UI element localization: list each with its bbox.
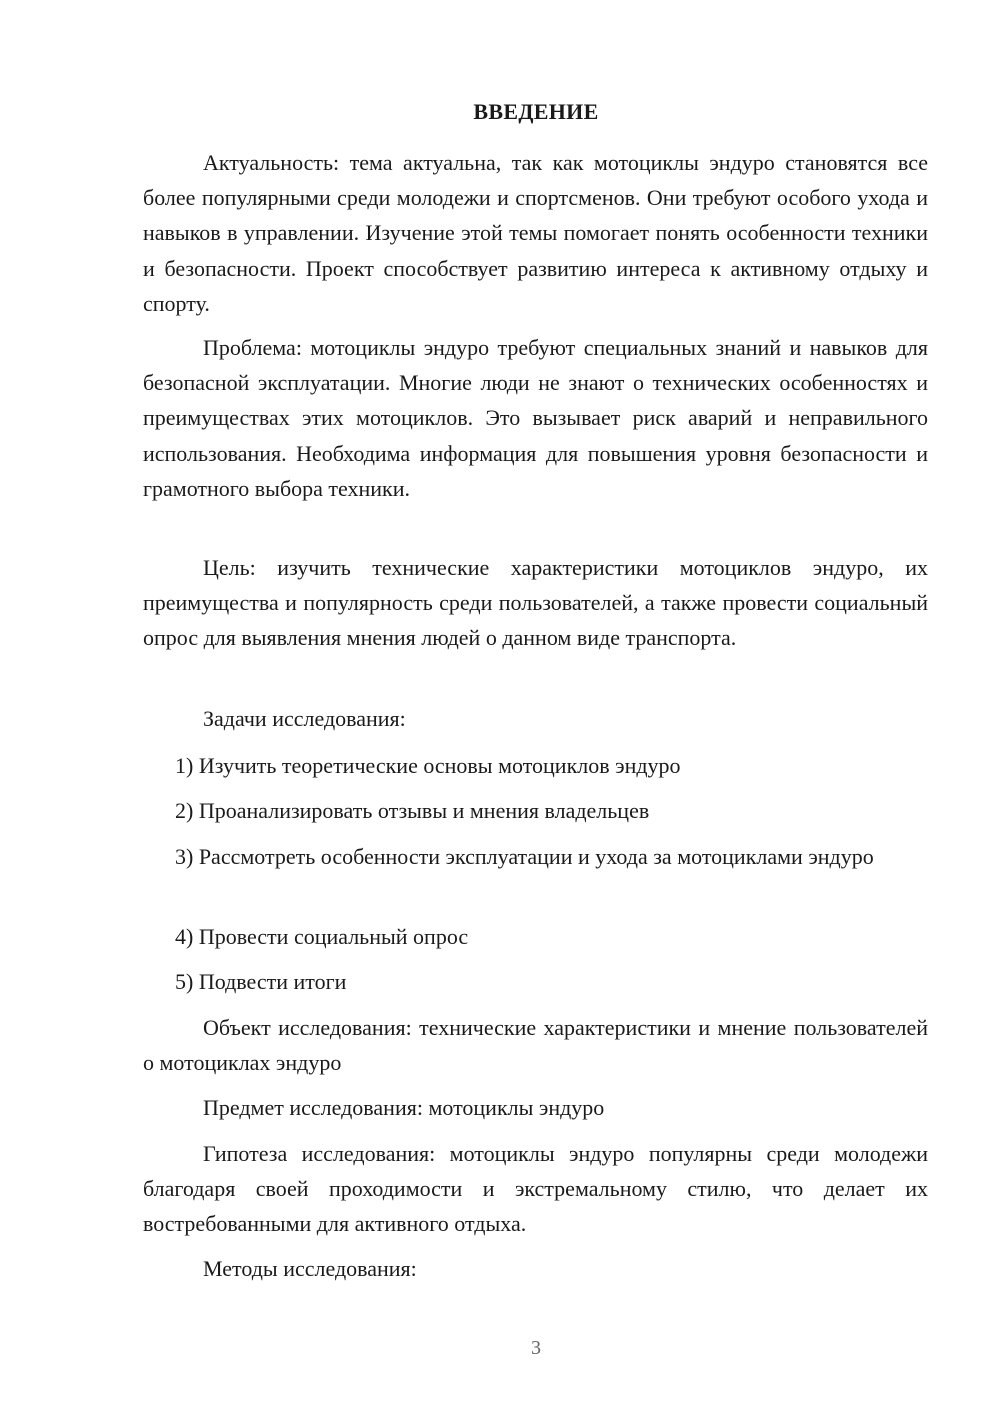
paragraph-goal: Цель: изучить технические характеристики мотоциклов эндуро, их преимущества и популярность среди пользователей, а также провести социальный опрос для выявления мнения людей о данном виде транспорта. xyxy=(143,555,928,651)
page-number: 3 xyxy=(531,1337,541,1359)
task-item-1: 1) Изучить теоретические основы мотоциклов эндуро xyxy=(175,753,681,778)
paragraph-hypothesis: Гипотеза исследования: мотоциклы эндуро популярны среди молодежи благодаря своей проходимости и экстремальному стилю, что делает их востребованными для активного отдыха. xyxy=(143,1141,928,1237)
paragraph-subject: Предмет исследования: мотоциклы эндуро xyxy=(203,1095,605,1120)
page-title: ВВЕДЕНИЕ xyxy=(473,99,599,124)
paragraph-object: Объект исследования: технические характеристики и мнение пользователей о мотоциклах эндуро xyxy=(143,1015,928,1076)
paragraph-relevance: Актуальность: тема актуальна, так как мотоциклы эндуро становятся все более популярными среди молодежи и спортсменов. Они требуют особого ухода и навыков в управлении. Изучение этой темы помогает понять особенности техники и безопасности. Проект способствует развитию интереса к активному отдыху и спорту. xyxy=(143,150,928,316)
task-item-5: 5) Подвести итоги xyxy=(175,969,347,994)
tasks-heading: Задачи исследования: xyxy=(203,706,406,731)
task-item-4: 4) Провести социальный опрос xyxy=(175,924,469,949)
paragraph-problem: Проблема: мотоциклы эндуро требуют специальных знаний и навыков для безопасной эксплуатации. Многие люди не знают о технических особенностях и преимуществах этих мотоциклов. Это вызывает риск аварий и неправильного использования. Необходима информация для повышения уровня безопасности и грамотного выбора техники. xyxy=(143,335,928,501)
methods-heading: Методы исследования: xyxy=(203,1256,417,1281)
task-item-2: 2) Проанализировать отзывы и мнения владельцев xyxy=(175,798,650,823)
task-item-3: 3) Рассмотреть особенности эксплуатации и ухода за мотоциклами эндуро xyxy=(175,844,874,869)
